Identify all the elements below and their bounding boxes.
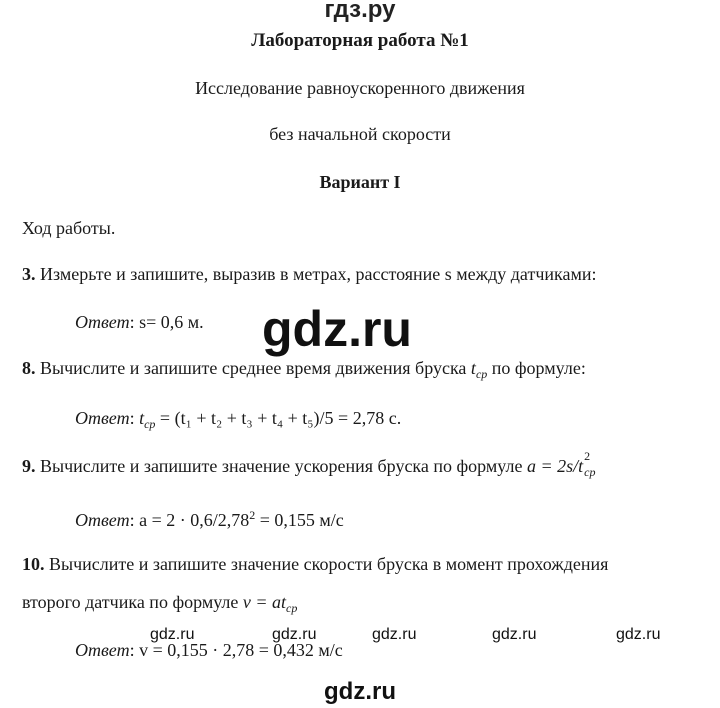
answer-3: Ответ: s= 0,6 м.	[75, 312, 204, 332]
answer-formula: v = 0,155 · 2,78 = 0,432 м/с	[139, 640, 343, 660]
watermark-bottom: gdz.ru	[324, 678, 396, 705]
task-formula: v = at	[242, 592, 287, 612]
answer-label: Ответ	[75, 408, 130, 428]
variant-heading: Вариант I	[319, 172, 401, 192]
task-formula-sup: 2	[584, 449, 591, 463]
watermark-top: гдз.ру	[324, 0, 396, 23]
answer-result: = 0,155 м/с	[259, 510, 344, 530]
answer-8: Ответ: $t_{ср} = (t_1 + t_2 + t_3 + t_4 + t_5)/5 = 2,78$ с.	[75, 408, 402, 431]
task-text-after: по формуле:	[491, 358, 586, 378]
watermark-small: gdz.ru	[492, 626, 537, 643]
answer-formula: a = 2 · 0,6/2,78	[139, 510, 250, 530]
answer-formula: = (t₁ + t₂ + t₃ + t₄ + t₅)/5 = 2,78 с.	[159, 408, 402, 428]
answer-sup: 2	[249, 508, 256, 522]
answer-label: Ответ	[75, 312, 130, 332]
task-number: 8.	[22, 358, 36, 378]
answer-10: Ответ: v = 0,155 · 2,78 = 0,432 м/с	[75, 640, 343, 660]
answer-9: Ответ: $a = 2 \cdot 0,6/2,78^2 = 0,155$ м/с	[75, 508, 344, 530]
answer-value: s= 0,6 м.	[139, 312, 204, 332]
task-number: 9.	[22, 456, 36, 476]
watermark-small: gdz.ru	[272, 626, 317, 643]
task-10	[22, 554, 608, 575]
watermark-small: gdz.ru	[372, 626, 417, 643]
watermark-small: gdz.ru	[150, 626, 195, 643]
task-text: Измерьте и запишите, выразив в метрах, расстояние s между датчиками:	[40, 264, 597, 284]
page-title: Лабораторная работа №1	[251, 30, 469, 51]
task-text: Вычислите и запишите значение ускорения бруска по формуле	[40, 456, 523, 476]
task-text: второго датчика по формуле	[22, 592, 239, 612]
task-text: Вычислите и запишите среднее время движения бруска	[40, 358, 467, 378]
task-variable: t	[470, 358, 476, 378]
task-number: 3.	[22, 264, 36, 284]
task-formula-sub: ср	[286, 601, 298, 615]
task-8	[22, 358, 586, 382]
task-10-line-2	[22, 592, 297, 616]
subtitle-line-2: без начальной скорости	[269, 124, 451, 144]
task-variable-sub: ср	[475, 367, 488, 381]
task-3	[22, 264, 597, 285]
watermark-center: gdz.ru	[262, 301, 412, 357]
subtitle-line-1: Исследование равноускоренного движения	[195, 78, 525, 98]
watermark-small: gdz.ru	[616, 626, 661, 643]
answer-variable-sub: ср	[144, 417, 156, 431]
answer-label: Ответ	[75, 640, 130, 660]
task-formula: a = 2s/t	[526, 456, 584, 476]
task-number: 10.	[22, 554, 45, 574]
intro-text: Ход работы.	[22, 218, 116, 238]
task-9	[22, 449, 599, 479]
task-text: Вычислите и запишите значение скорости бруска в момент прохождения	[49, 554, 609, 574]
task-formula-scripts	[583, 449, 599, 479]
answer-label: Ответ	[75, 510, 130, 530]
task-formula-sub: ср	[584, 465, 596, 479]
answer-variable: t	[139, 408, 145, 428]
